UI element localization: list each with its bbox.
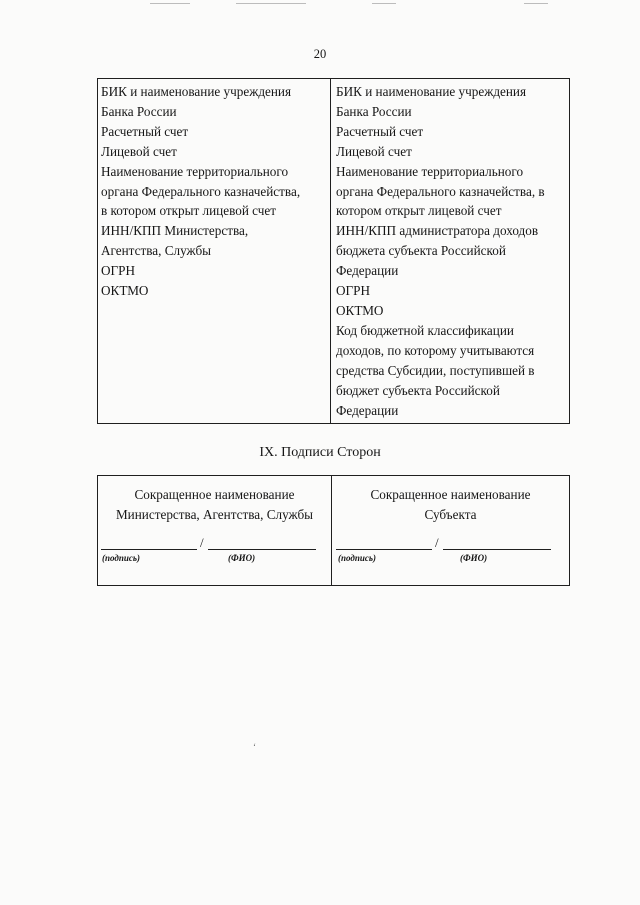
requisite-line: Федерации xyxy=(336,402,399,418)
requisite-line: бюджета субъекта Российской xyxy=(336,243,506,259)
signature-caption: (подпись) xyxy=(102,553,140,563)
signature-field xyxy=(101,549,197,550)
requisite-line: в котором открыт лицевой счет xyxy=(101,203,277,219)
requisite-line: Банка России xyxy=(336,103,412,119)
name-field xyxy=(443,549,551,550)
scan-artifact-line xyxy=(150,3,190,4)
requisite-line: Лицевой счет xyxy=(336,143,412,159)
signature-line-subject xyxy=(332,536,569,550)
party-name-line: Министерства, Агентства, Службы xyxy=(115,506,314,522)
requisite-line: БИК и наименование учреждения xyxy=(101,84,292,99)
requisite-line: БИК и наименование учреждения xyxy=(336,84,527,99)
signature-party-ministry xyxy=(98,485,331,524)
requisite-line: Агентства, Службы xyxy=(101,243,212,259)
requisite-line: Код бюджетной классификации xyxy=(336,322,514,338)
scan-speck: ‘ xyxy=(253,742,256,752)
requisite-line: Лицевой счет xyxy=(101,143,177,159)
signature-separator: / xyxy=(435,535,439,550)
requisite-line: ОКТМО xyxy=(101,283,149,299)
name-caption: (ФИО) xyxy=(228,553,256,563)
requisites-column-subject xyxy=(336,82,568,420)
section-title: IX. Подписи Сторон xyxy=(259,445,381,460)
requisite-line: ОГРН xyxy=(336,283,371,299)
name-caption: (ФИО) xyxy=(460,553,488,563)
name-field xyxy=(208,549,316,550)
requisite-line: котором открыт лицевой счет xyxy=(336,203,502,219)
requisite-line: Банка России xyxy=(101,103,177,119)
signature-party-subject xyxy=(332,485,569,524)
signature-separator: / xyxy=(200,535,204,550)
requisite-line: Наименование территориального xyxy=(336,163,524,179)
requisite-line: ИНН/КПП Министерства, xyxy=(101,223,249,239)
requisite-line: органа Федерального казначейства, xyxy=(101,183,301,199)
requisite-line: Федерации xyxy=(336,263,399,279)
column-divider xyxy=(330,79,331,423)
signature-field xyxy=(336,549,432,550)
party-name-line: Сокращенное наименование xyxy=(134,487,295,502)
scan-artifact-line xyxy=(372,3,396,4)
requisite-line: ИНН/КПП администратора доходов xyxy=(336,223,539,239)
requisite-line: ОКТМО xyxy=(336,302,384,318)
requisite-line: ОГРН xyxy=(101,263,136,279)
requisite-line: органа Федерального казначейства, в xyxy=(336,183,545,199)
requisite-line: доходов, по которому учитываются xyxy=(336,342,535,358)
requisite-line: средства Субсидии, поступившей в xyxy=(336,362,535,378)
requisites-table xyxy=(97,78,570,424)
signature-caption: (подпись) xyxy=(338,553,376,563)
scan-artifact-line xyxy=(524,3,548,4)
signature-line-ministry xyxy=(98,536,331,550)
signatures-table xyxy=(97,475,570,586)
party-name-line: Сокращенное наименование xyxy=(370,487,531,502)
party-name-line: Субъекта xyxy=(424,506,477,522)
page-number: 20 xyxy=(313,47,327,61)
requisite-line: бюджет субъекта Российской xyxy=(336,382,500,398)
requisites-column-ministry xyxy=(101,82,327,301)
requisite-line: Расчетный счет xyxy=(101,123,189,139)
requisite-line: Наименование территориального xyxy=(101,163,289,179)
scan-artifact-line xyxy=(236,3,306,4)
requisite-line: Расчетный счет xyxy=(336,123,424,139)
